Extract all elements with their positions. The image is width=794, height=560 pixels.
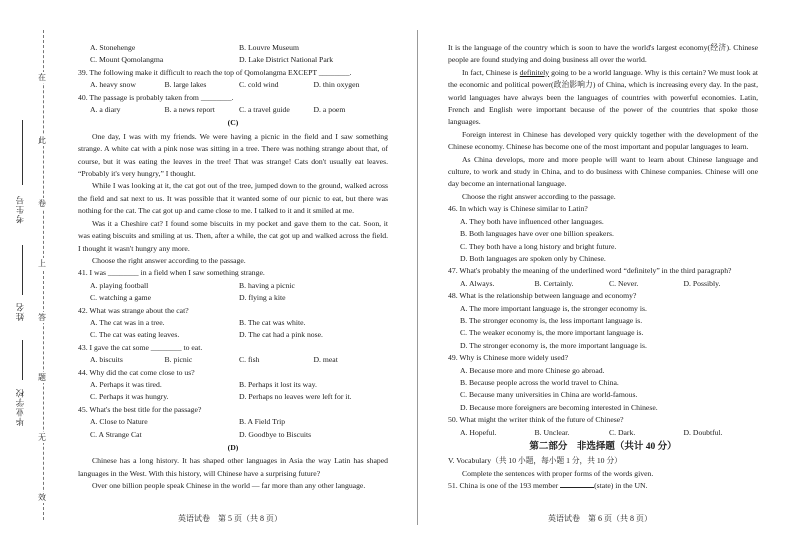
option: A. playing football — [90, 280, 149, 290]
options-row — [78, 379, 388, 391]
binding-mark: 卷 — [38, 199, 46, 208]
option: A. Hopeful. — [460, 427, 497, 437]
instruction: Complete the sentences with proper forms of the words given. — [462, 468, 654, 478]
binding-mark: 此 — [38, 136, 46, 145]
options-row — [448, 278, 758, 290]
page-5-footer: 英语试卷 第 5 页（共 8 页） — [178, 514, 282, 523]
option: C. Because many universities in China are world-famous. — [460, 390, 638, 400]
option: D. Because more foreigners are becoming interested in Chinese. — [460, 402, 658, 412]
question-44: 44. Why did the cat come close to us? — [78, 367, 195, 377]
option: C. Dark. — [609, 427, 636, 437]
option: A. Perhaps it was tired. — [90, 379, 162, 389]
text: going to be a world language. Why is this certain? We must look at the economic and political power(政治影响力) of China, which is increasing every day. In the past, world languages have always been the languages of countries with powerful economies. Latin, French and English were important because of the power of the countries that spoke those languages. — [448, 67, 758, 127]
options-row — [78, 54, 388, 66]
passage-d-paragraph: As China develops, more and more people will want to learn about Chinese language and culture, to work and study in China, and to do business with Chinese companies. Chinese will one day become an international language. — [448, 154, 758, 189]
question-47: 47. What's probably the meaning of the underlined word “definitely” in the third paragraph? — [448, 266, 732, 276]
option: D. Both languages are spoken only by Chinese. — [460, 253, 606, 263]
options-row — [78, 429, 388, 441]
page-6-content — [448, 42, 758, 493]
options-row — [78, 391, 388, 403]
option: C. a travel guide — [239, 105, 290, 115]
options-row — [78, 292, 388, 304]
options-row — [78, 416, 388, 428]
option: B. large lakes — [164, 80, 207, 90]
page-6-footer: 英语试卷 第 6 页（共 8 页） — [548, 514, 652, 523]
option: B. picnic — [164, 355, 193, 365]
option: B. Louvre Museum — [239, 43, 299, 52]
option: A. They both have influenced other languages. — [460, 216, 604, 226]
text: 51. China is one of the 193 member — [448, 481, 561, 491]
option: A. Close to Nature — [90, 417, 148, 427]
options-row — [78, 354, 388, 366]
question-42: 42. What was strange about the cat? — [78, 305, 189, 315]
options-row — [448, 427, 758, 439]
option: B. having a picnic — [239, 280, 295, 290]
binding-mark: 在 — [38, 73, 46, 82]
passage-c-paragraph: While I was looking at it, the cat got out of the tree, jumped down to the ground, walked across the field and sat next to us. It was possible that it wanted some of our picnic to eat, but there was nothing for the cat. The cat got up and came close to me. I talked to it and it smiled at me. — [78, 181, 388, 216]
part-two-heading: 第二部分 非选择题（共计 40 分） — [529, 442, 677, 452]
option: C. The cat was eating leaves. — [90, 330, 180, 340]
option: C. cold wind — [239, 80, 279, 90]
option: A. Stonehenge — [90, 43, 136, 52]
options-row — [78, 79, 388, 91]
passage-c-paragraph: One day, I was with my friends. We were having a picnic in the field and I saw something strange. A white cat with a pink nose was sitting in a tree. There was nothing strange about that, of course, but it was eating the leaves in the tree! That was strange! Cats don't usually eat leaves. “Probably it's very hungry,” I thought. — [78, 131, 388, 179]
option: A. Always. — [460, 278, 495, 288]
option: C. They both have a long history and bright future. — [460, 241, 617, 251]
page-5-content — [78, 42, 388, 493]
question-49: 49. Why is Chinese more widely used? — [448, 353, 569, 363]
underlined-word: definitely — [519, 67, 550, 77]
passage-d-paragraph: Over one billion people speak Chinese in the world — far more than any other language. — [92, 481, 366, 491]
binding-margin — [0, 0, 60, 560]
option: D. a poem — [313, 105, 346, 115]
option: B. Unclear. — [534, 427, 570, 437]
options-row — [78, 329, 388, 341]
option: B. Both languages have over one billion speakers. — [460, 229, 614, 239]
question-39: 39. The following make it difficult to reach the top of Qomolangma EXCEPT ________. — [78, 67, 352, 77]
options-row — [78, 42, 388, 54]
binding-mark: 答 — [38, 313, 46, 322]
options-row — [78, 280, 388, 292]
name-blank[interactable] — [22, 245, 23, 295]
question-40: 40. The passage is probably taken from ________. — [78, 92, 234, 102]
answer-blank[interactable] — [560, 480, 594, 488]
option: B. Perhaps it lost its way. — [239, 379, 317, 389]
binding-mark: 效 — [38, 493, 46, 502]
option: D. meat — [313, 355, 338, 365]
option: B. The stronger economy is, the less important language is. — [460, 315, 643, 325]
question-50: 50. What might the writer think of the future of Chinese? — [448, 415, 624, 425]
option: C. The weaker economy is, the more important language is. — [460, 328, 644, 338]
option: D. Goodbye to Biscuits — [239, 429, 312, 439]
question-51 — [448, 480, 758, 492]
option: D. Lake District National Park — [239, 55, 334, 65]
option: A. Because more and more Chinese go abroad. — [460, 365, 605, 375]
instruction: Choose the right answer according to the passage. — [92, 255, 246, 265]
option: D. thin oxygen — [313, 80, 360, 90]
school-blank[interactable] — [22, 340, 23, 380]
options-row — [78, 104, 388, 116]
option: C. Perhaps it was hungry. — [90, 392, 169, 402]
option: D. Possibly. — [683, 278, 721, 288]
option: D. The stronger economy is, the more important language is. — [460, 340, 647, 350]
question-43: 43. I gave the cat some ________ to eat. — [78, 342, 203, 352]
option: A. a diary — [90, 105, 121, 115]
option: B. Because people across the world travel to China. — [460, 377, 619, 387]
option: A. heavy snow — [90, 80, 136, 90]
option: A. biscuits — [90, 355, 123, 365]
option: B. The cat was white. — [239, 317, 306, 327]
school-label: 毕业学校 — [15, 388, 25, 426]
binding-mark: 无 — [38, 433, 46, 442]
binding-mark: 题 — [38, 373, 46, 382]
passage-d-paragraph — [448, 67, 758, 129]
question-46: 46. In which way is Chinese similar to Latin? — [448, 204, 588, 214]
section-d-heading: (D) — [227, 443, 239, 452]
binding-mark: 上 — [38, 259, 46, 268]
passage-c-paragraph: Was it a Cheshire cat? I found some biscuits in my pocket and gave them to the cat. Soon, it was eating biscuits and smiling at us. Then, after a while, the cat got up and walked across the field. I thought it wasn't hungry any more. — [78, 218, 388, 253]
question-45: 45. What's the best title for the passage? — [78, 404, 202, 414]
option: A. The more important language is, the stronger economy is. — [460, 303, 647, 313]
name-label: 姓名 — [15, 302, 25, 321]
option: C. A Strange Cat — [90, 429, 142, 439]
text: In fact, Chinese is — [462, 67, 520, 77]
exam-number-label: 考生号 — [15, 195, 25, 224]
passage-d-paragraph: It is the language of the country which is soon to have the world's largest economy(经济). Chinese people are found studying and doing business all over the world. — [448, 43, 758, 65]
page-divider — [417, 30, 418, 525]
vocabulary-heading: V. Vocabulary（共 10 小题，每小题 1 分，共 10 分） — [448, 456, 622, 466]
option: C. watching a game — [90, 293, 152, 303]
dashed-cut-line — [43, 30, 44, 520]
instruction: Choose the right answer according to the passage. — [462, 191, 616, 201]
option: B. a news report — [164, 105, 215, 115]
passage-d-paragraph: Chinese has a long history. It has shaped other languages in Asia the way Latin has shaped languages in the West. With this history, will Chinese have a surprising future? — [78, 456, 388, 478]
question-48: 48. What is the relationship between language and economy? — [448, 291, 637, 301]
option: D. Perhaps no leaves were left for it. — [239, 392, 352, 402]
passage-d-paragraph: Foreign interest in Chinese has developed very quickly together with the development of the Chinese economy. Chinese has become one of the most important and popular languages to learn. — [448, 129, 758, 152]
option: D. Doubtful. — [683, 427, 723, 437]
option: D. flying a kite — [239, 293, 286, 303]
section-c-heading: (C) — [227, 118, 239, 128]
text: (state) in the UN. — [594, 481, 648, 491]
option: C. fish — [239, 355, 260, 365]
option: D. The cat had a pink nose. — [239, 330, 323, 340]
exam-number-blank[interactable] — [22, 120, 23, 185]
option: A. The cat was in a tree. — [90, 317, 165, 327]
option: C. Never. — [609, 278, 639, 288]
option: B. A Field Trip — [239, 417, 286, 427]
option: B. Certainly. — [534, 278, 574, 288]
question-41: 41. I was ________ in a field when I saw something strange. — [78, 268, 265, 278]
options-row — [78, 317, 388, 329]
option: C. Mount Qomolangma — [90, 55, 164, 65]
